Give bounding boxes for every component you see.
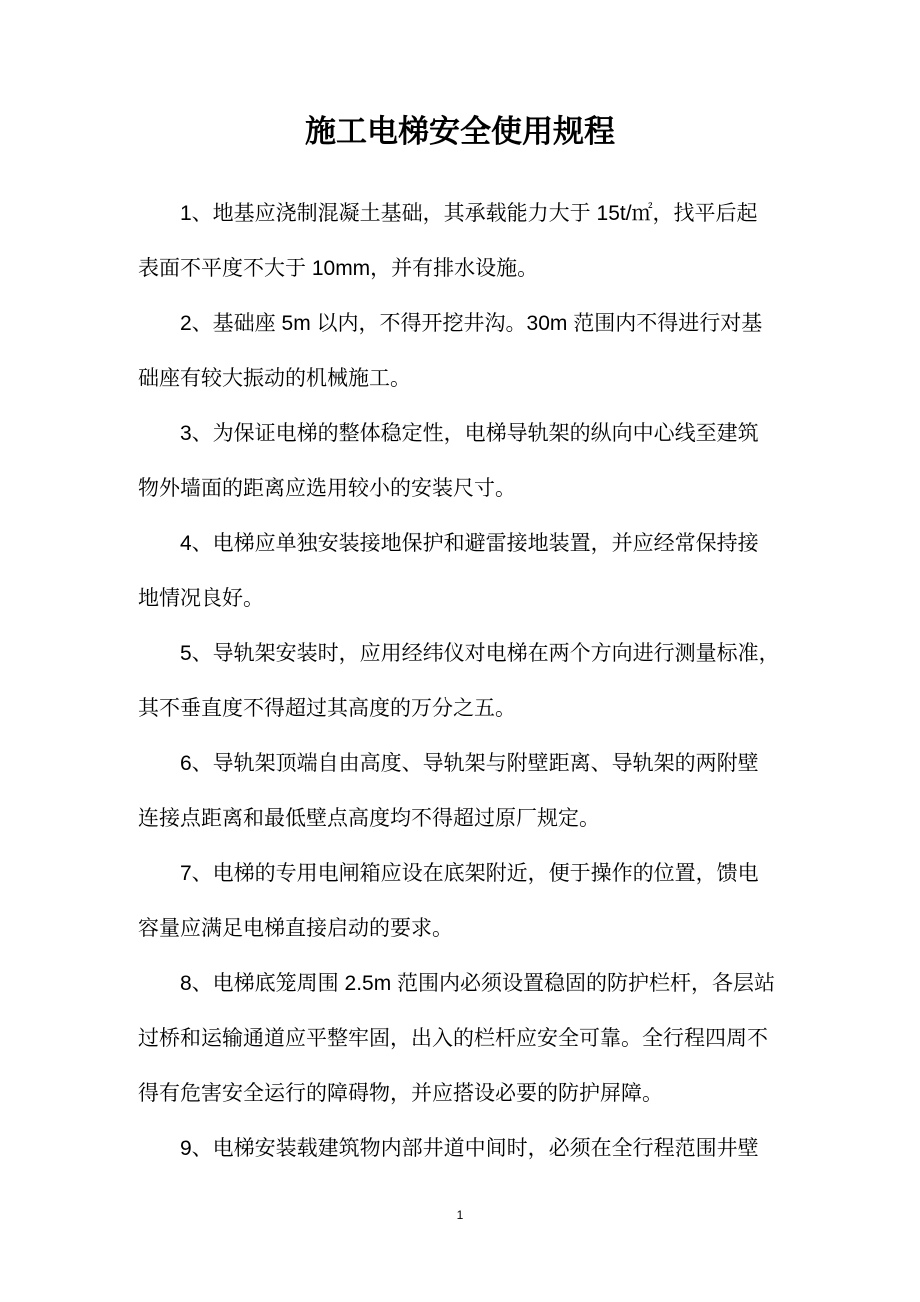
document-body: [138, 186, 788, 1176]
paragraph-line: 3、为保证电梯的整体稳定性，电梯导轨架的纵向中心线至建筑: [180, 422, 759, 445]
paragraph: [138, 406, 788, 516]
paragraph: [138, 186, 788, 296]
paragraph-line: 8、电梯底笼周围 2.5m 范围内必须设置稳固的防护栏杆，各层站: [180, 972, 776, 995]
document-title: 施工电梯安全使用规程: [305, 114, 615, 150]
paragraph: [138, 626, 788, 736]
paragraph-line: 础座有较大振动的机械施工。: [138, 367, 411, 390]
paragraph: [138, 736, 788, 846]
paragraph-line: 其不垂直度不得超过其高度的万分之五。: [138, 697, 516, 720]
paragraph-line: 2、基础座 5m 以内，不得开挖井沟。30m 范围内不得进行对基: [180, 312, 763, 335]
paragraph-line: 4、电梯应单独安装接地保护和避雷接地装置，并应经常保持接: [180, 532, 759, 555]
paragraph-line: 物外墙面的距离应选用较小的安装尺寸。: [138, 477, 516, 500]
paragraph-line: 过桥和运输通道应平整牢固，出入的栏杆应安全可靠。全行程四周不: [138, 1027, 768, 1050]
paragraph-line: 连接点距离和最低壁点高度均不得超过原厂规定。: [138, 807, 600, 830]
paragraph-line: 9、电梯安装载建筑物内部井道中间时，必须在全行程范围井壁: [180, 1137, 759, 1160]
paragraph: [138, 516, 788, 626]
paragraph-line: 地情况良好。: [138, 587, 264, 610]
paragraph-line: 1、地基应浇制混凝土基础，其承载能力大于 15t/㎡，找平后起: [180, 202, 758, 225]
paragraph-line: 6、导轨架顶端自由高度、导轨架与附壁距离、导轨架的两附壁: [180, 752, 759, 775]
page-number: 1: [456, 1208, 464, 1222]
paragraph-line: 得有危害安全运行的障碍物，并应搭设必要的防护屏障。: [138, 1082, 663, 1105]
paragraph-line: 表面不平度不大于 10mm，并有排水设施。: [138, 257, 539, 280]
paragraph: [138, 296, 788, 406]
paragraph: [138, 846, 788, 956]
paragraph: [138, 1121, 788, 1176]
paragraph-line: 5、导轨架安装时，应用经纬仪对电梯在两个方向进行测量标准，: [180, 642, 780, 665]
paragraph-line: 7、电梯的专用电闸箱应设在底架附近，便于操作的位置，馈电: [180, 862, 759, 885]
paragraph-line: 容量应满足电梯直接启动的要求。: [138, 917, 453, 940]
paragraph: [138, 956, 788, 1121]
